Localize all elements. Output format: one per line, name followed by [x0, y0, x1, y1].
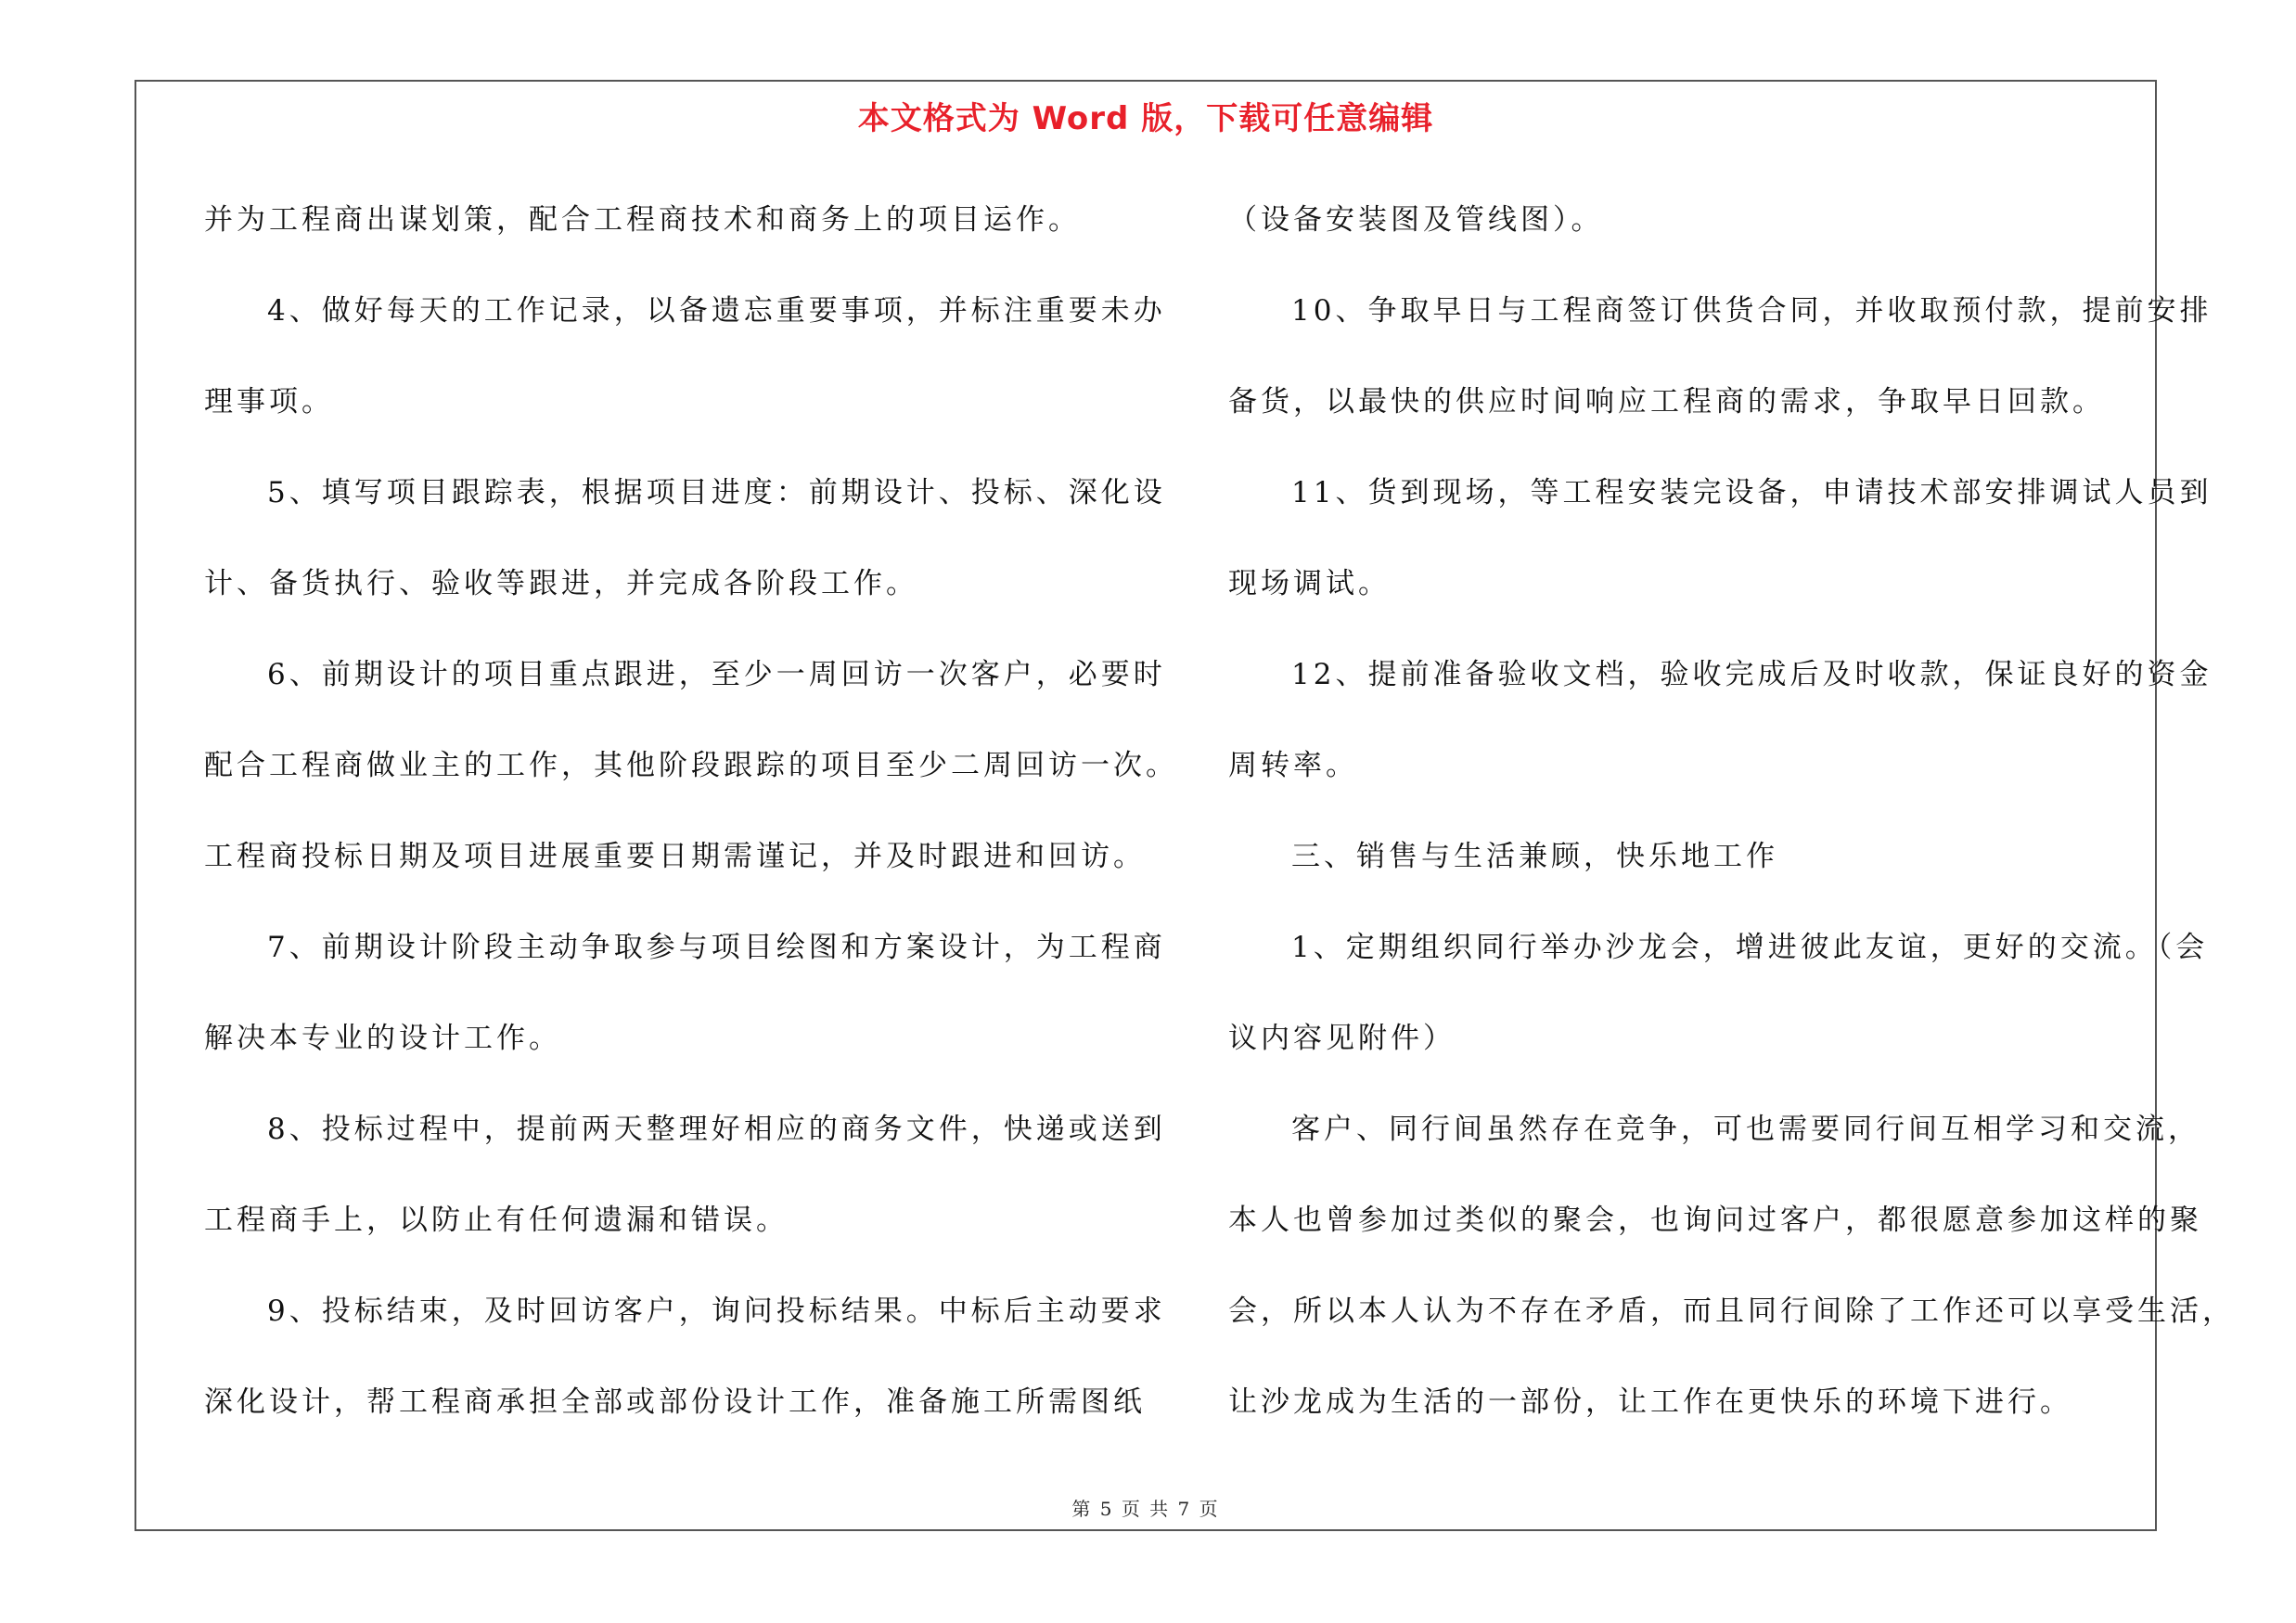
text-line: 工程商手上，以防止有任何遗漏和错误。: [204, 1204, 789, 1237]
text-line: （设备安装图及管线图）。: [1228, 203, 1604, 237]
text-line: 三、销售与生活兼顾，快乐地工作: [1291, 840, 1778, 873]
text-line: 议内容见附件）: [1228, 1022, 1456, 1055]
text-line: 并为工程商出谋划策，配合工程商技术和商务上的项目运作。: [204, 203, 1081, 237]
text-line: 备货，以最快的供应时间响应工程商的需求，争取早日回款。: [1228, 385, 2105, 419]
text-line: 理事项。: [204, 385, 334, 419]
text-line: 配合工程商做业主的工作，其他阶段跟踪的项目至少二周回访一次。: [204, 749, 1178, 782]
page-number-footer: 第 5 页 共 7 页: [1071, 1498, 1220, 1520]
text-line: 8、投标过程中，提前两天整理好相应的商务文件，快递或送到: [267, 1113, 1166, 1146]
right-column: [1228, 174, 2235, 1448]
text-line: 现场调试。: [1228, 567, 1391, 600]
text-line: 5、填写项目跟踪表，根据项目进度：前期设计、投标、深化设: [267, 476, 1166, 509]
text-line: 9、投标结束，及时回访客户，询问投标结果。中标后主动要求: [267, 1295, 1166, 1328]
text-line: 10、争取早日与工程商签订供货合同，并收取预付款，提前安排: [1291, 294, 2213, 328]
text-line: 周转率。: [1228, 749, 1358, 782]
text-line: 深化设计，帮工程商承担全部或部份设计工作，准备施工所需图纸: [204, 1385, 1146, 1419]
text-line: 4、做好每天的工作记录，以备遗忘重要事项，并标注重要未办: [267, 294, 1166, 328]
text-line: 计、备货执行、验收等跟进，并完成各阶段工作。: [204, 567, 918, 600]
text-line: 12、提前准备验收文档，验收完成后及时收款，保证良好的资金: [1291, 658, 2213, 691]
text-line: 1、定期组织同行举办沙龙会，增进彼此友谊，更好的交流。（会: [1291, 931, 2209, 964]
text-line: 解决本专业的设计工作。: [204, 1022, 561, 1055]
text-line: 11、货到现场，等工程安装完设备，申请技术部安排调试人员到: [1291, 476, 2213, 509]
page-frame: [135, 80, 2235, 1531]
text-line: 工程商投标日期及项目进展重要日期需谨记，并及时跟进和回访。: [204, 840, 1146, 873]
left-column: [204, 174, 1178, 1448]
text-line: 6、前期设计的项目重点跟进，至少一周回访一次客户，必要时: [267, 658, 1166, 691]
text-line: 7、前期设计阶段主动争取参与项目绘图和方案设计，为工程商: [267, 931, 1166, 964]
text-line: 客户、同行间虽然存在竞争，可也需要同行间互相学习和交流，: [1291, 1113, 2200, 1146]
header-banner: 本文格式为 Word 版，下载可任意编辑: [857, 100, 1434, 137]
text-line: 让沙龙成为生活的一部份，让工作在更快乐的环境下进行。: [1228, 1385, 2072, 1419]
text-line: 会，所以本人认为不存在矛盾，而且同行间除了工作还可以享受生活，: [1228, 1295, 2235, 1328]
text-line: 本人也曾参加过类似的聚会，也询问过客户，都很愿意参加这样的聚: [1228, 1204, 2202, 1237]
